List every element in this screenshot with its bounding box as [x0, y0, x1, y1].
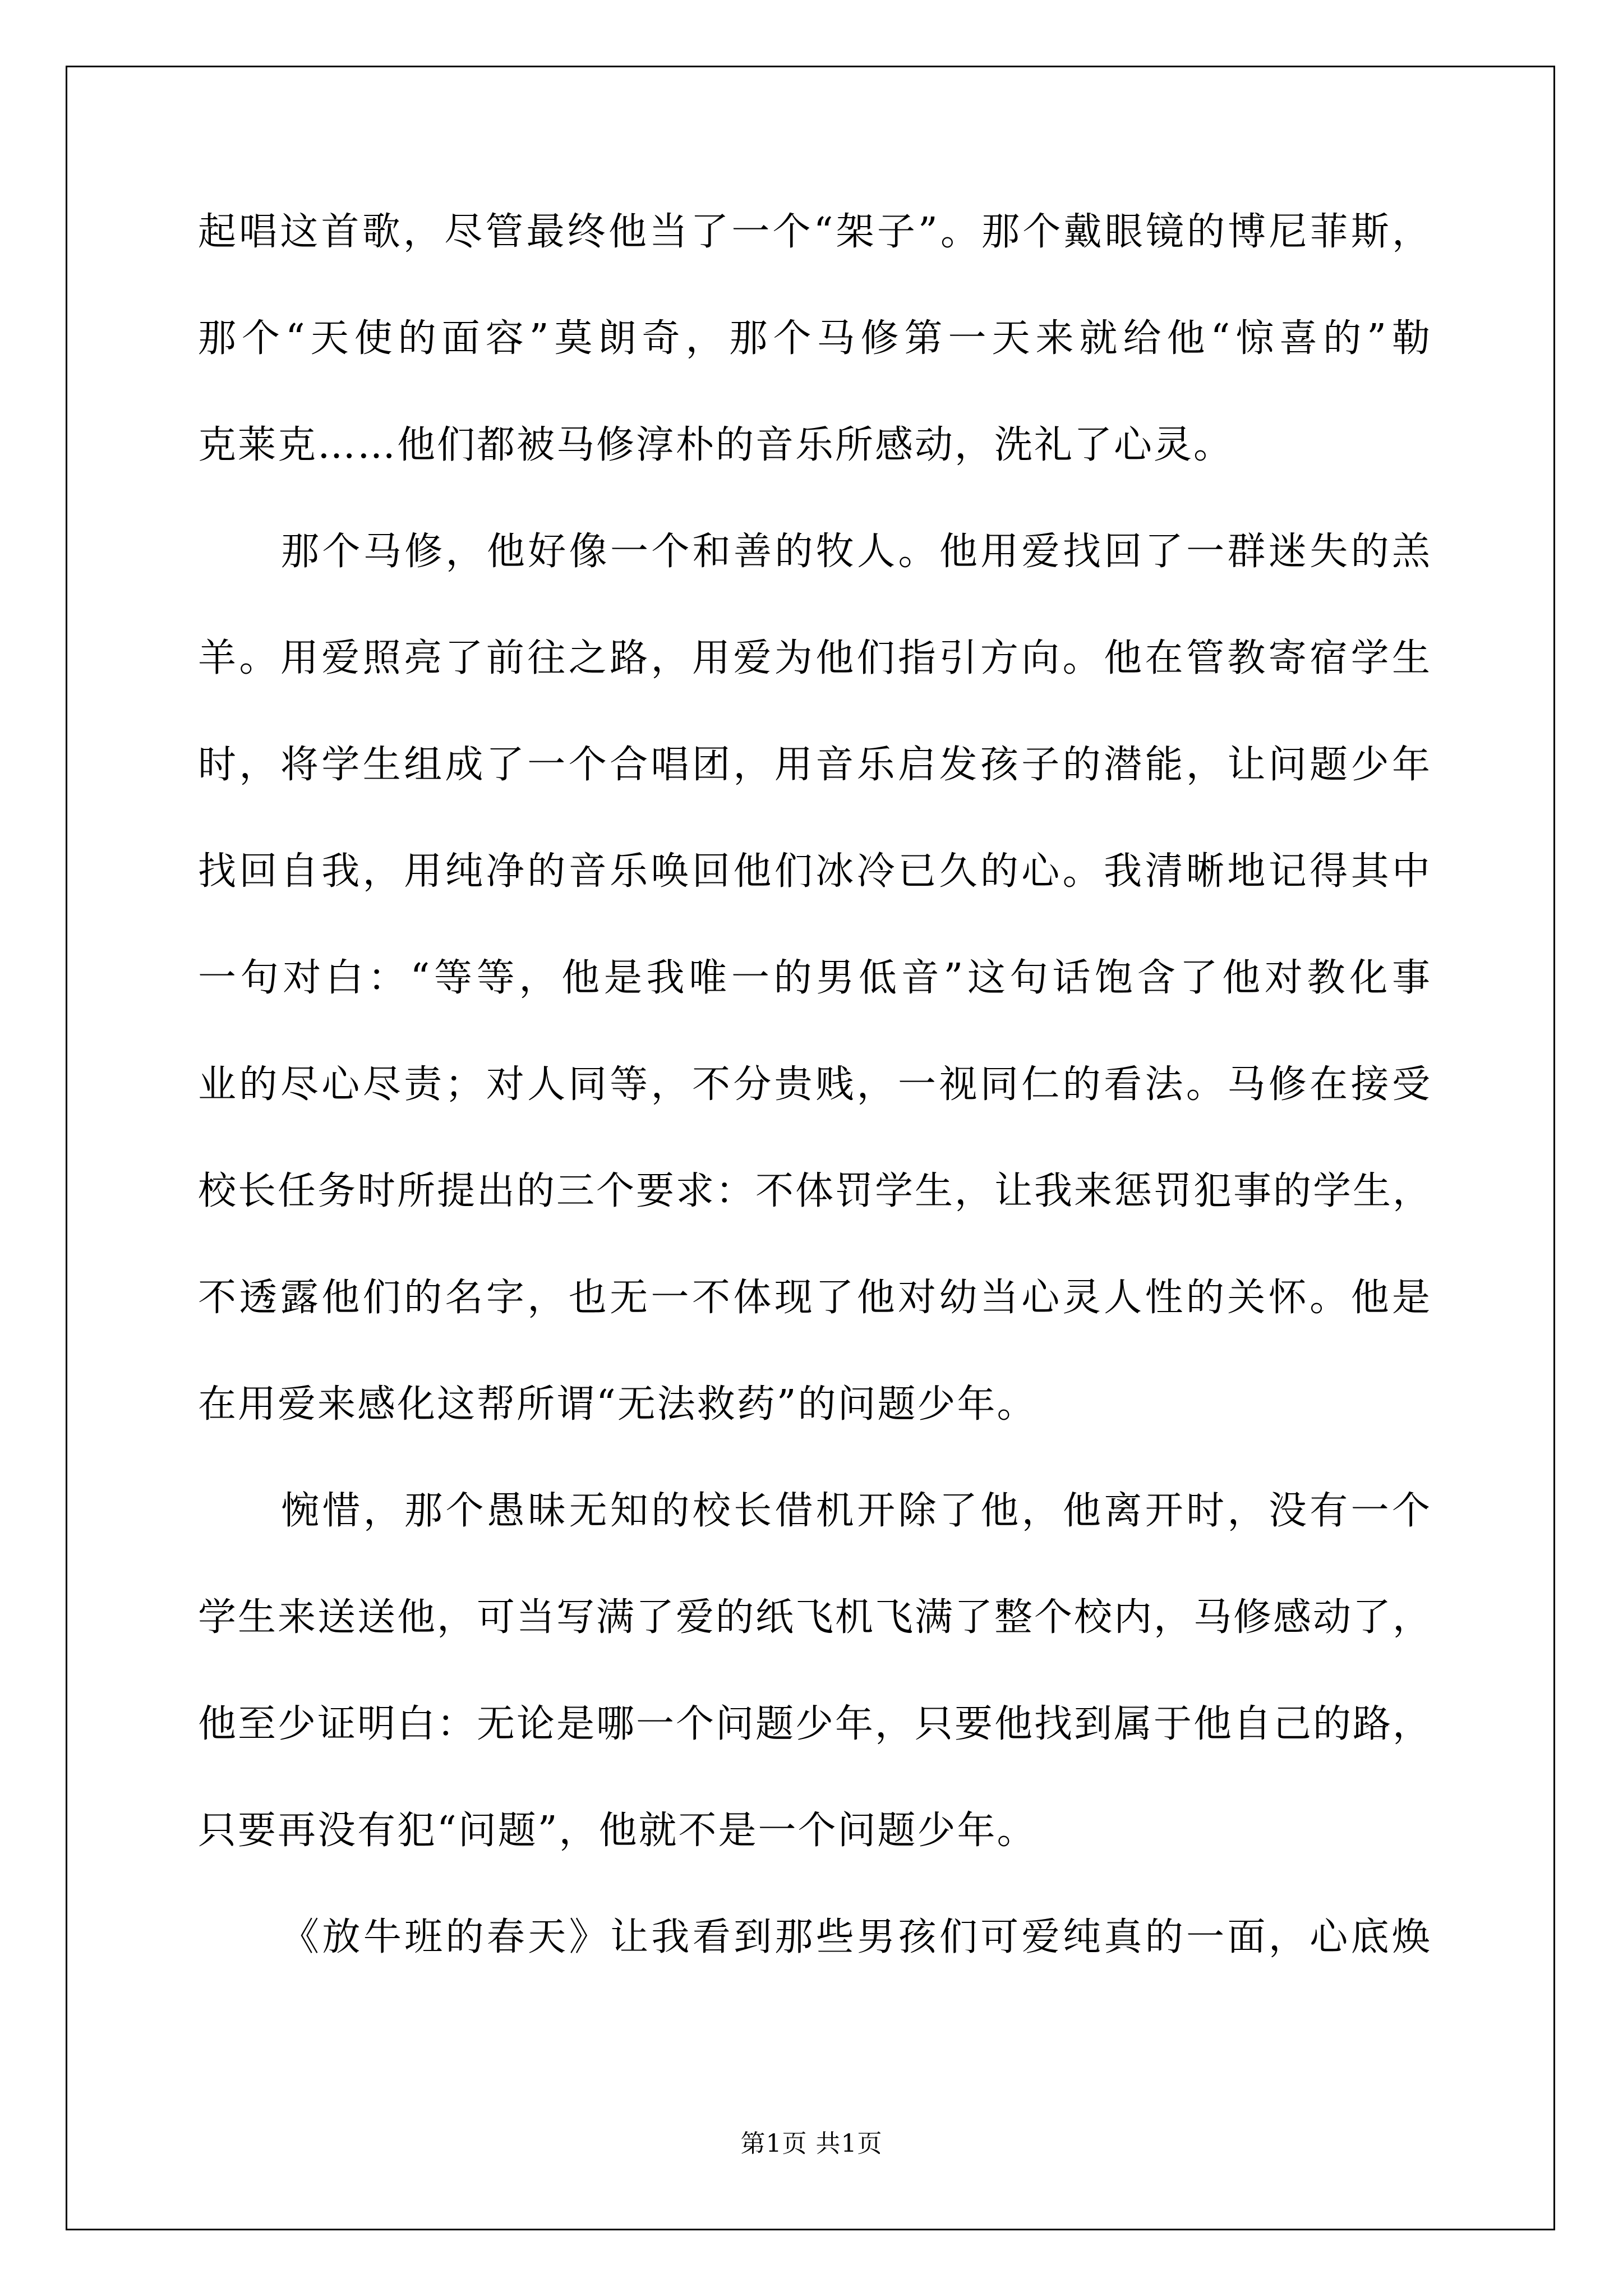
text-line: 不透露他们的名字，也无一不体现了他对幼当心灵人性的关怀。他是	[198, 1276, 1432, 1320]
text-line: 他至少证明白：无论是哪一个问题少年，只要他找到属于他自己的路，	[198, 1702, 1433, 1746]
text-line: 那个“天使的面容”莫朗奇，那个马修第一天来就给他“惊喜的”勒	[198, 316, 1432, 361]
text-line: 在用爱来感化这帮所谓“无法救药”的问题少年。	[198, 1382, 1037, 1427]
document-body	[198, 210, 1433, 2025]
text-line: 业的尽心尽责；对人同等，不分贵贱，一视同仁的看法。马修在接受	[198, 1062, 1432, 1107]
text-line: 找回自我，用纯净的音乐唤回他们冰冷已久的心。我清晰地记得其中	[198, 849, 1432, 894]
paragraph-first-line: 《放牛班的春天》让我看到那些男孩们可爱纯真的一面，心底焕	[281, 1915, 1432, 1959]
text-line: 一句对白：“等等，他是我唯一的男低音”这句话饱含了他对教化事	[198, 956, 1432, 1000]
paragraph-first-line: 那个马修，他好像一个和善的牧人。他用爱找回了一群迷失的羔	[281, 530, 1432, 574]
page-number-footer: 第1页 共1页	[740, 2129, 883, 2158]
text-line: 时，将学生组成了一个合唱团，用音乐启发孩子的潜能，让问题少年	[198, 743, 1432, 787]
text-line: 起唱这首歌，尽管最终他当了一个“架子”。那个戴眼镜的博尼菲斯，	[198, 210, 1432, 254]
paragraph-first-line: 惋惜，那个愚昧无知的校长借机开除了他，他离开时，没有一个	[281, 1489, 1432, 1533]
text-line: 只要再没有犯“问题”，他就不是一个问题少年。	[198, 1809, 1037, 1853]
text-line: 学生来送送他，可当写满了爱的纸飞机飞满了整个校内，马修感动了，	[198, 1595, 1433, 1640]
text-line: 羊。用爱照亮了前往之路，用爱为他们指引方向。他在管教寄宿学生	[198, 636, 1432, 680]
text-line: 校长任务时所提出的三个要求：不体罚学生，让我来惩罚犯事的学生，	[198, 1169, 1433, 1213]
text-line: 克莱克……他们都被马修淳朴的音乐所感动，洗礼了心灵。	[198, 423, 1234, 467]
